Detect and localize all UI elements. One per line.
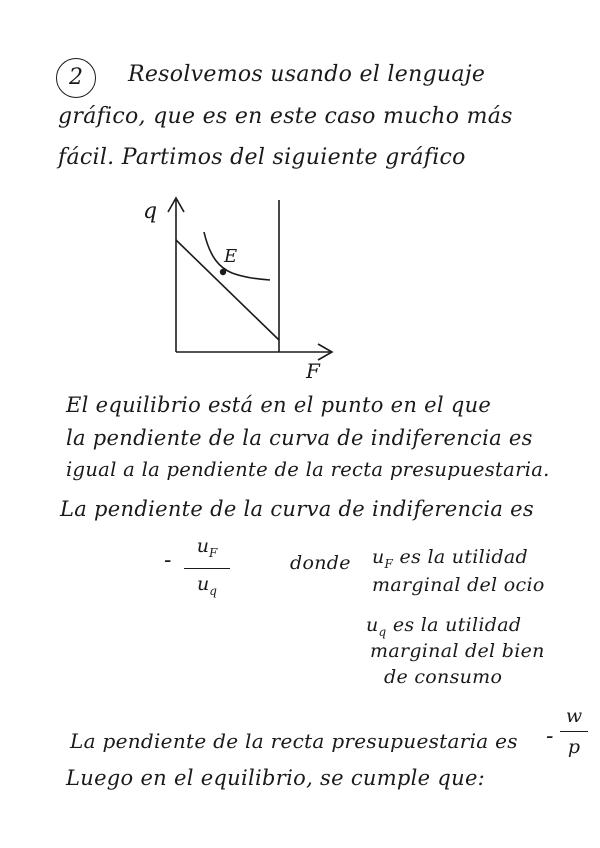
def2-symbol: $u_q$ [366, 614, 387, 639]
budget-slope-denominator: p [567, 736, 581, 758]
indiff-slope-denominator: $u_q$ [197, 572, 217, 598]
indiff-slope-fraction [184, 534, 230, 603]
equilibrium-point [220, 269, 226, 275]
def2-line-1: $u_q$ es la utilidad [366, 614, 522, 639]
point-label: E [224, 246, 238, 267]
def1-line-1: $u_F$ es la utilidad [372, 546, 528, 571]
budget-slope-line: La pendiente de la recta presupuestaria es [70, 729, 518, 753]
x-axis-label: F [306, 359, 320, 383]
equilibrium-line-1: El equilibrio está en el punto en el que [66, 393, 492, 417]
def2-line-3: de consumo [384, 666, 503, 688]
conclusion-line: Luego en el equilibrio, se cumple que: [66, 766, 486, 790]
intro-line-2: gráfico, que es en este caso mucho más [58, 104, 513, 129]
def2-line-2: marginal del bien [370, 640, 545, 662]
slope-indiff-line: La pendiente de la curva de indiferencia es [60, 497, 534, 521]
equilibrium-line-2: la pendiente de la curva de indiferencia es [66, 426, 533, 450]
problem-number: 2 [56, 58, 96, 98]
intro-line-3: fácil. Partimos del siguiente gráfico [58, 145, 466, 170]
def1-symbol: $u_F$ [372, 546, 394, 571]
budget-slope-fraction [560, 704, 588, 759]
indiff-fraction-bar [184, 568, 230, 569]
budget-minus-sign: - [546, 724, 554, 749]
equilibrium-line-3: igual a la pendiente de la recta presupuestaria. [66, 458, 550, 481]
budget-slope-numerator: w [565, 705, 583, 727]
indiff-slope-numerator: $u_F$ [196, 535, 218, 560]
indiff-minus-sign: - [164, 548, 172, 573]
budget-fraction-bar [560, 731, 588, 732]
where-word: donde [290, 552, 351, 574]
y-axis-label: q [143, 199, 158, 224]
intro-line-1: Resolvemos usando el lenguaje [128, 62, 486, 87]
def1-line-2: marginal del ocio [372, 574, 545, 596]
